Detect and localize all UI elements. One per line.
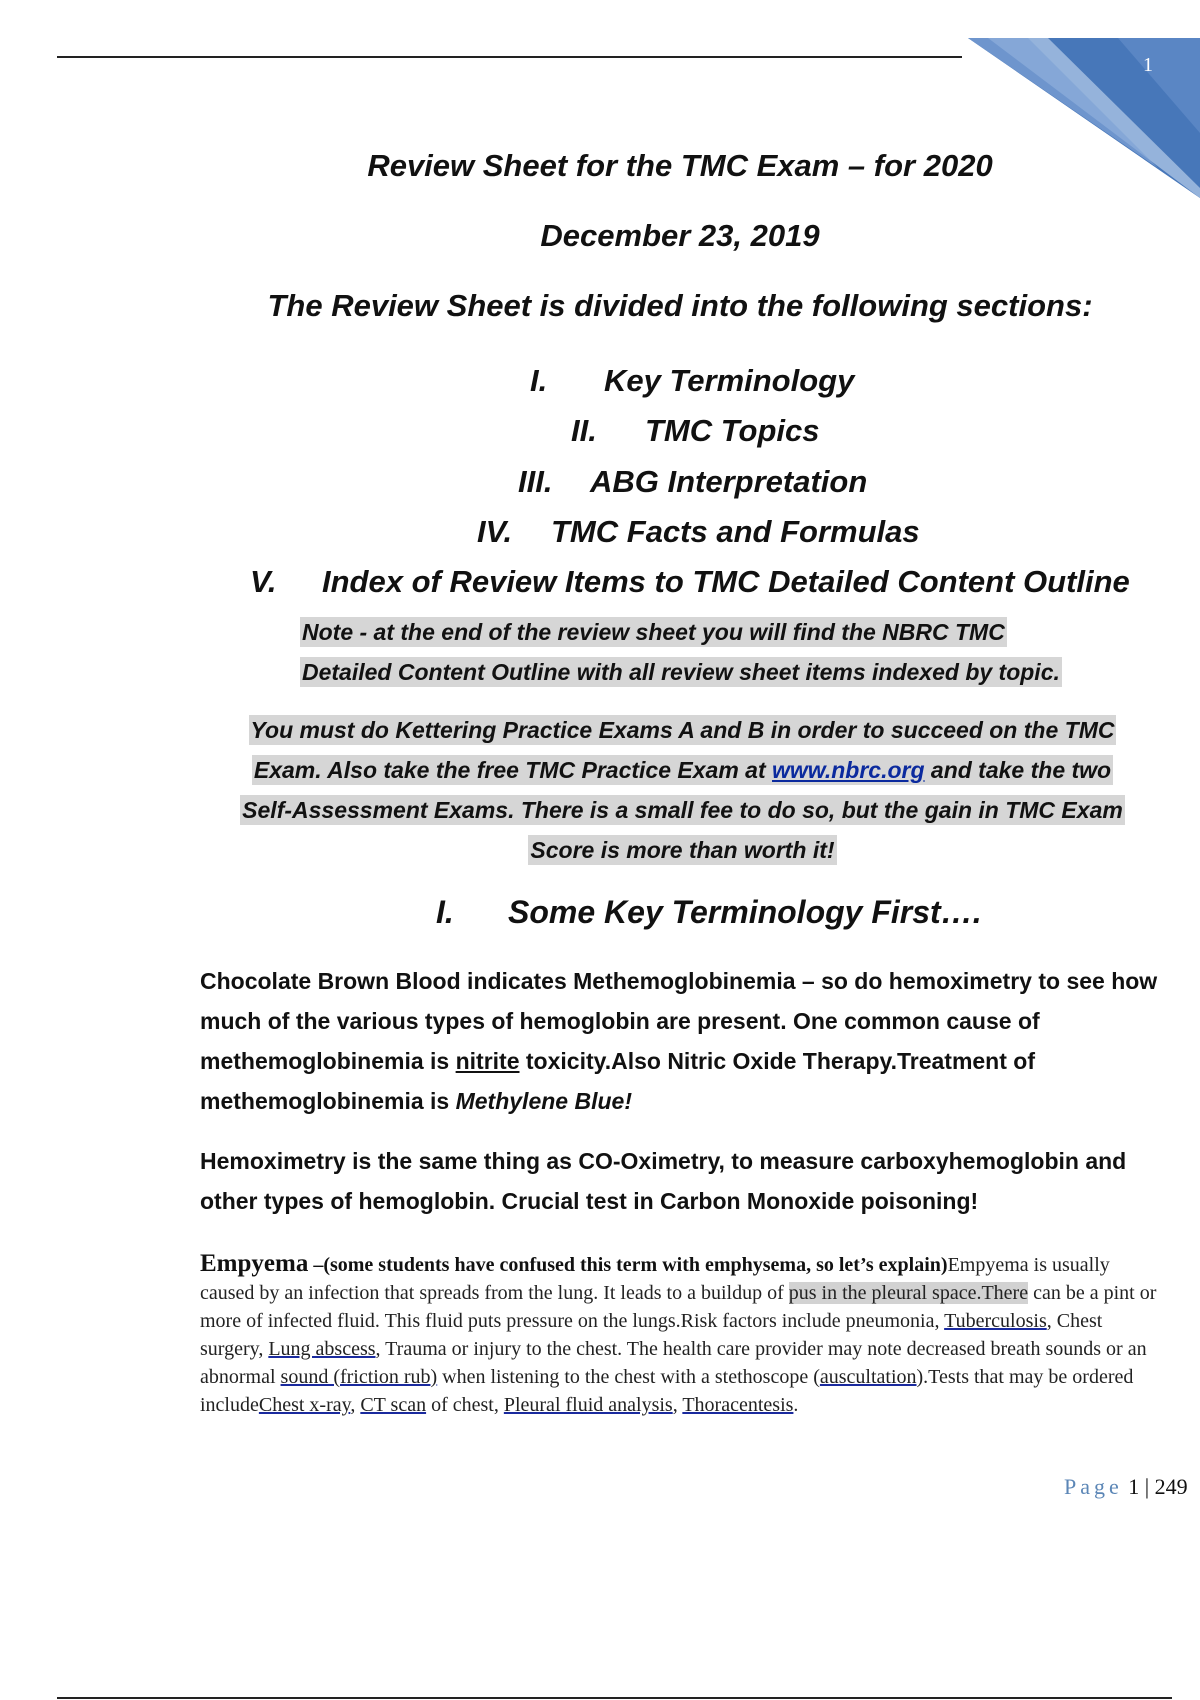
document-title: Review Sheet for the TMC Exam – for 2020: [367, 148, 993, 183]
practice-line: You must do Kettering Practice Exams A and B in order to succeed on the TMC: [250, 717, 1115, 743]
toc-item-label: Index of Review Items to TMC Detailed Content Outline: [322, 564, 1130, 599]
document-date: December 23, 2019: [540, 218, 820, 253]
toc-item-label: TMC Facts and Formulas: [551, 514, 920, 549]
toc-item-label: ABG Interpretation: [590, 464, 868, 499]
practice-exams-note: [205, 710, 1160, 870]
header-rule: [57, 56, 962, 58]
page-label: Page: [1064, 1474, 1123, 1499]
empyema-heading: Empyema: [200, 1250, 309, 1277]
note-line: Detailed Content Outline with all review sheet items indexed by topic.: [302, 659, 1060, 685]
heading-label: Some Key Terminology First….: [508, 894, 982, 930]
index-note: [300, 612, 1130, 692]
link-auscultation[interactable]: auscultation: [819, 1366, 917, 1388]
link-thoracentesis[interactable]: Thoracentesis: [682, 1394, 794, 1416]
toc-item-number: I.: [530, 363, 548, 398]
toc-item-label: Key Terminology: [604, 363, 855, 398]
link-friction-rub[interactable]: sound (friction rub): [280, 1366, 438, 1388]
link-chest-xray[interactable]: Chest x-ray: [258, 1394, 351, 1416]
link-ct-scan[interactable]: CT scan: [360, 1394, 427, 1416]
link-pleural-fluid-analysis[interactable]: Pleural fluid analysis: [503, 1394, 673, 1416]
nbrc-link[interactable]: www.nbrc.org: [772, 757, 925, 783]
page-number: 1 | 249: [1128, 1474, 1188, 1499]
corner-page-number: 1: [1143, 54, 1153, 76]
terminology-heading: [436, 894, 982, 931]
page-footer: [1064, 1474, 1188, 1500]
paragraph-empyema: Empyema –(some students have confused this term with emphysema, so let’s explain)Empyema is usually caused by an infection that spreads from the lung. It leads to a buildup of pus in the pleural space.There can be a pint or more of infected fluid. This fluid puts pressure on the lungs.Risk factors include pneumonia, Tuberculosis, Chest surgery, Lung abscess, Trauma or injury to the chest. The health care provider may note decreased breath sounds or an abnormal sound (friction rub) when listening to the chest with a stethoscope (auscultation).Tests that may be ordered includeChest x-ray, CT scan of chest, Pleural fluid analysis, Thoracentesis.: [200, 1250, 1157, 1416]
link-tuberculosis[interactable]: Tuberculosis: [944, 1310, 1047, 1332]
note-line: Note - at the end of the review sheet you will find the NBRC TMC: [302, 619, 1005, 645]
toc-item-number: IV.: [477, 514, 513, 549]
practice-line: Self-Assessment Exams. There is a small fee to do so, but the gain in TMC Exam: [242, 797, 1123, 823]
toc-item-number: II.: [571, 413, 597, 448]
practice-line: Exam. Also take the free TMC Practice Exam at www.nbrc.org and take the two: [253, 757, 1112, 783]
link-lung-abscess[interactable]: Lung abscess: [268, 1338, 376, 1360]
toc-item-number: V.: [250, 564, 277, 599]
toc-item: [518, 464, 867, 500]
toc-item: [571, 413, 820, 449]
heading-number: I.: [436, 894, 454, 930]
paragraph-chocolate-brown-blood: Chocolate Brown Blood indicates Methemoglobinemia – so do hemoximetry to see how much of the various types of hemoglobin are present. One common cause of methemoglobinemia is nitrite toxicity.Also Nitric Oxide Therapy.Treatment of methemoglobinemia is Methylene Blue!: [200, 968, 1158, 1114]
toc-item: [530, 363, 854, 399]
treatment-term: Methylene Blue!: [455, 1088, 632, 1114]
practice-line: Score is more than worth it!: [530, 837, 835, 863]
highlighted-phrase: pus in the pleural space.There: [788, 1282, 1029, 1304]
underlined-term: nitrite: [455, 1048, 520, 1074]
toc-item: [477, 514, 920, 550]
sections-intro: The Review Sheet is divided into the following sections:: [267, 288, 1093, 323]
toc-item: [250, 564, 1130, 600]
paragraph-hemoximetry: Hemoximetry is the same thing as CO-Oximetry, to measure carboxyhemoglobin and other types of hemoglobin. Crucial test in Carbon Monoxide poisoning!: [200, 1148, 1127, 1214]
toc-item-number: III.: [518, 464, 553, 499]
toc-item-label: TMC Topics: [645, 413, 820, 448]
footer-rule: [57, 1697, 1172, 1699]
